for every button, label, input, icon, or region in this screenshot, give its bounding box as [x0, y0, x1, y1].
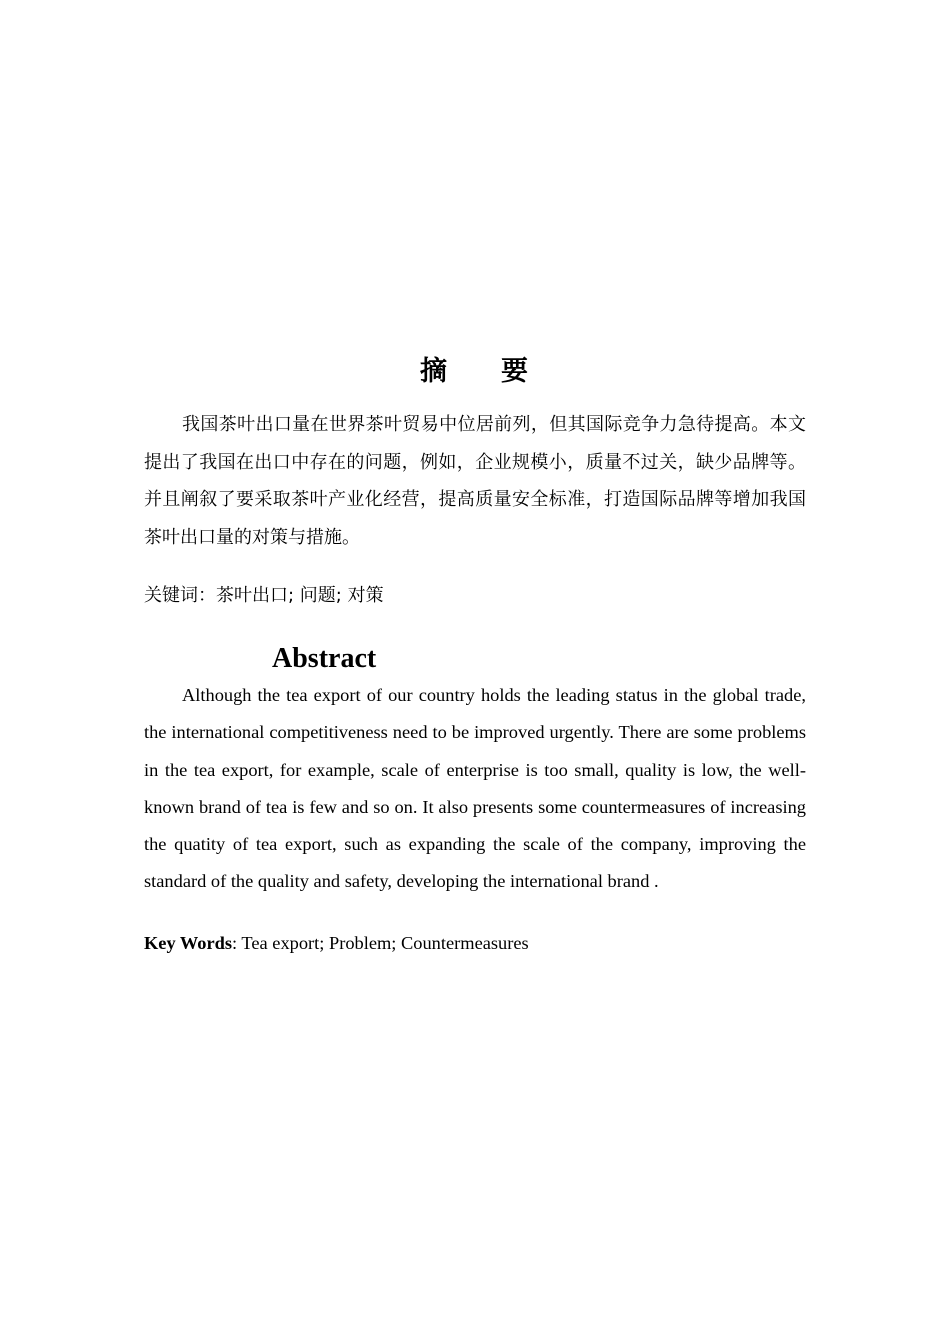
chinese-title-char-2: 要: [501, 356, 530, 387]
english-keywords-label: Key Words: [144, 933, 233, 953]
english-abstract-body: Although the tea export of our country holds the leading status in the global trade, the international competitiveness need to be improved urgently. There are some problems in the tea export, for example, scale of enterprise is too small, quality is low, the well-known brand of tea is few and so on. It also presents some countermeasures of increasing the quatity of tea export, such as expanding the scale of the company, improving the standard of the quality and safety, developing the international brand .: [144, 685, 806, 892]
chinese-abstract-body: 我国茶叶出口量在世界茶叶贸易中位居前列，但其国际竞争力急待提高。本文提出了我国在出口中存在的问题，例如，企业规模小，质量不过关，缺少品牌等。并且阐叙了要采取茶叶产业化经营，提高质量安全标准，打造国际品牌等增加我国茶叶出口量的对策与措施。: [144, 414, 806, 548]
english-keywords-value: Tea export; Problem; Countermeasures: [241, 933, 529, 953]
chinese-keywords: [144, 580, 806, 612]
english-abstract-title: Abstract: [272, 643, 377, 674]
english-keywords-separator: :: [232, 933, 242, 953]
english-keywords: [144, 927, 806, 959]
chinese-keywords-value: 茶叶出口; 问题; 对策: [216, 585, 384, 606]
chinese-abstract-title: [0, 352, 950, 392]
chinese-title-char-1: 摘: [420, 356, 449, 387]
chinese-keywords-label: 关键词：: [144, 585, 216, 606]
